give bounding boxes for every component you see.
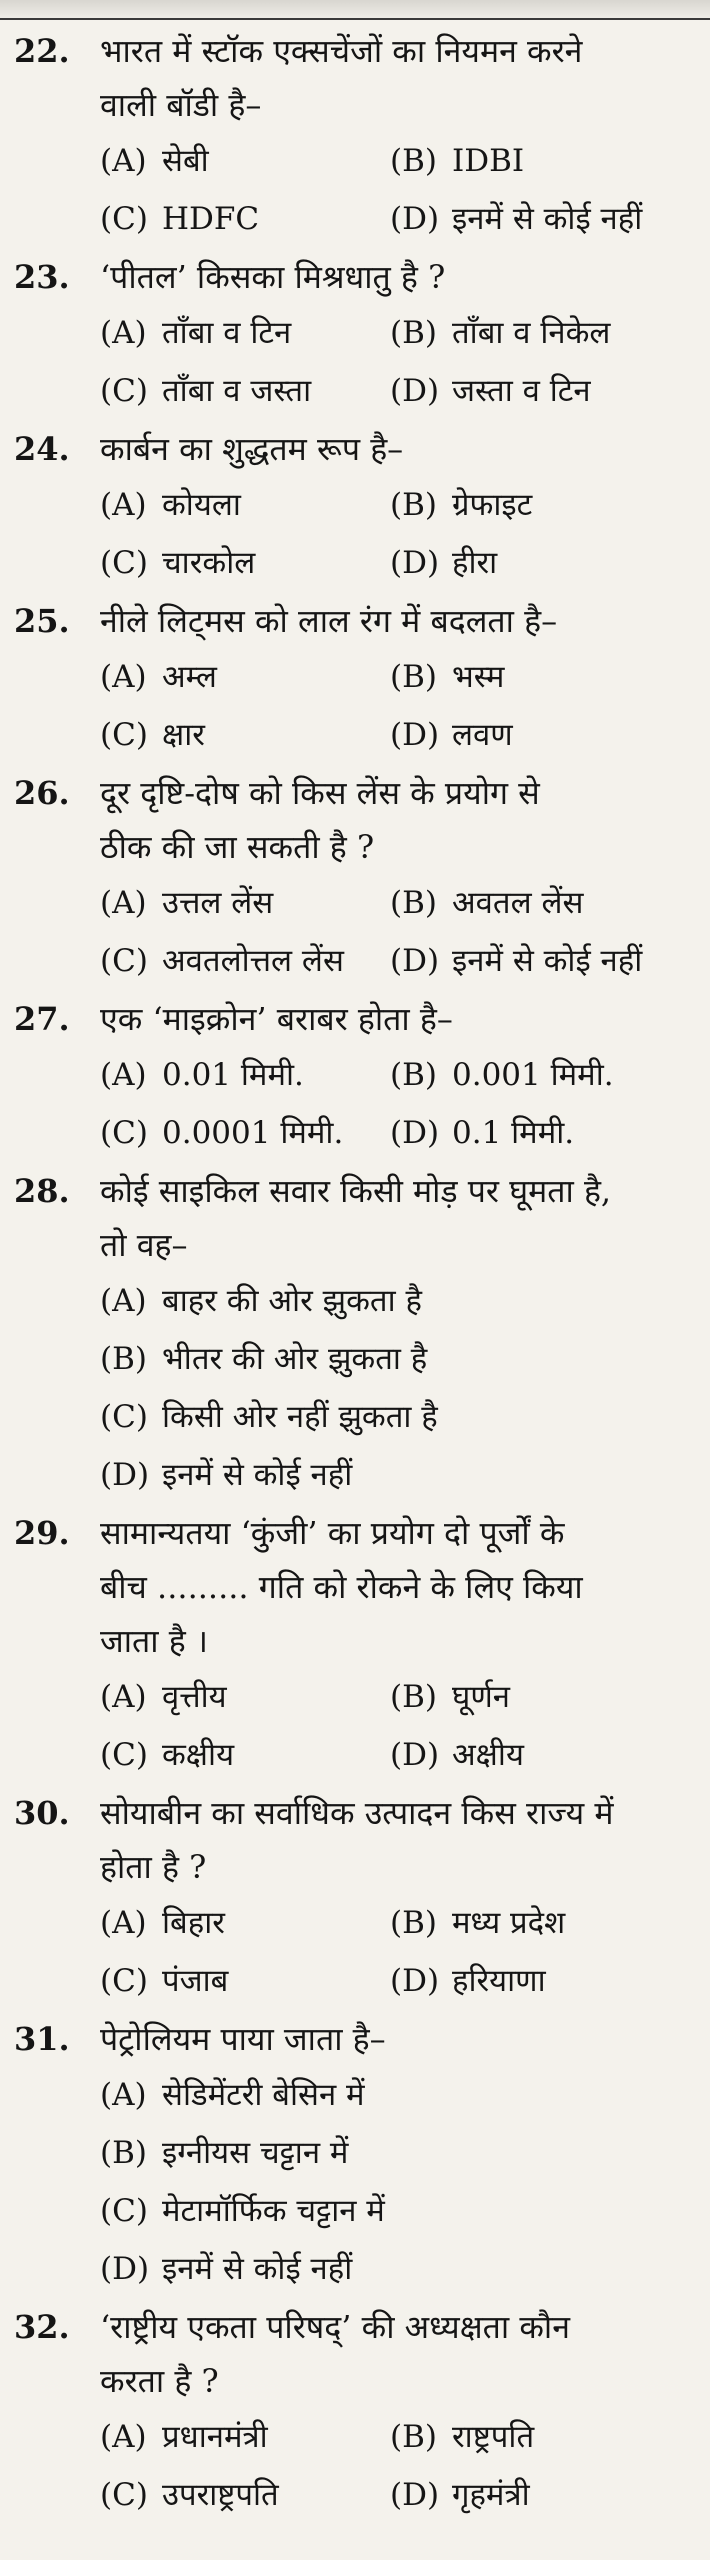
option-text: उत्तल लेंस [162,885,274,921]
question-number: 30. [14,1794,70,1832]
question-block [0,1164,710,1504]
option-letter: (A) [100,1057,147,1093]
question-text: भारत में स्टॉक एक्सचेंजों का नियमन करने [100,32,583,70]
question-number: 24. [14,430,70,468]
question-text-line [0,422,710,476]
option-text: हरियाणा [452,1963,546,1999]
option-letter: (C) [100,717,148,753]
question-text-line [0,24,710,78]
question-number: 28. [14,1172,70,1210]
top-border [0,0,710,20]
options-group [0,1046,710,1162]
option-text: 0.01 मिमी. [162,1057,304,1093]
question-number: 27. [14,1000,70,1038]
option-letter: (D) [390,943,440,979]
question-number: 25. [14,602,70,640]
option-text: भस्म [452,659,505,695]
answer-option [390,1894,710,1952]
question-number: 31. [14,2020,70,2058]
option-text: घूर्णन [452,1679,510,1715]
options-group [0,1894,710,2010]
option-letter: (C) [100,201,148,237]
option-letter: (D) [390,1963,440,1999]
option-text: राष्ट्रपति [452,2419,535,2455]
question-text: सोयाबीन का सर्वाधिक उत्पादन किस राज्य में [100,1794,614,1832]
answer-option [100,1894,390,1952]
answer-option [390,1952,710,2010]
option-letter: (D) [390,1737,440,1773]
question-text-line [0,2354,710,2408]
option-letter: (D) [390,373,440,409]
option-text: भीतर की ओर झुकता है [162,1341,428,1377]
question-text: सामान्यतया ‘कुंजी’ का प्रयोग दो पूर्जों के [100,1514,565,1552]
answer-option [100,2240,710,2298]
option-letter: (A) [100,2077,147,2113]
answer-option [390,932,710,990]
option-text: इनमें से कोई नहीं [162,1457,353,1493]
option-text: 0.001 मिमी. [452,1057,614,1093]
question-number: 22. [14,32,70,70]
question-text: नीले लिट्मस को लाल रंग में बदलता है– [100,602,558,640]
option-letter: (A) [100,659,147,695]
question-block [0,24,710,248]
answer-option [390,648,710,706]
option-text: गृहमंत्री [452,2477,530,2513]
option-text: अवतल लेंस [452,885,584,921]
option-text: इनमें से कोई नहीं [452,201,643,237]
answer-option [100,2466,390,2524]
option-letter: (B) [390,315,437,351]
option-text: मेटामॉर्फिक चट्टान में [162,2193,385,2229]
option-letter: (B) [100,1341,147,1377]
question-text-line [0,992,710,1046]
question-block [0,422,710,592]
option-text: अक्षीय [452,1737,524,1773]
option-letter: (C) [100,943,148,979]
option-letter: (C) [100,373,148,409]
option-text: कोयला [162,487,241,523]
question-text-line [0,78,710,132]
question-text-line [0,766,710,820]
answer-option [390,2466,710,2524]
answer-option [390,190,710,248]
option-text: उपराष्ट्रपति [162,2477,279,2513]
option-text: ग्रेफाइट [452,487,533,523]
option-letter: (A) [100,315,147,351]
question-number: 26. [14,774,70,812]
option-text: चारकोल [162,545,256,581]
option-letter: (B) [390,1057,437,1093]
option-text: इनमें से कोई नहीं [162,2251,353,2287]
option-letter: (C) [100,1737,148,1773]
option-letter: (B) [390,885,437,921]
answer-option [100,1726,390,1784]
option-letter: (A) [100,487,147,523]
question-text: कोई साइकिल सवार किसी मोड़ पर घूमता है, [100,1172,612,1210]
answer-option [100,1272,710,1330]
option-text: इनमें से कोई नहीं [452,943,643,979]
question-text: ‘पीतल’ किसका मिश्रधातु है ? [100,258,446,296]
option-letter: (D) [390,717,440,753]
answer-option [100,1104,390,1162]
answer-option [390,874,710,932]
question-block [0,594,710,764]
question-text-line [0,820,710,874]
option-letter: (A) [100,1679,147,1715]
question-block [0,766,710,990]
question-text-line [0,1164,710,1218]
option-text: कक्षीय [162,1737,235,1773]
option-text: जस्ता व टिन [452,373,591,409]
answer-option [100,1046,390,1104]
option-letter: (A) [100,2419,147,2455]
answer-option [100,190,390,248]
answer-option [390,534,710,592]
answer-option [100,476,390,534]
question-text: ठीक की जा सकती है ? [100,828,375,866]
question-text: करता है ? [100,2362,219,2400]
option-letter: (B) [390,1679,437,1715]
option-letter: (A) [100,885,147,921]
answer-option [100,362,390,420]
answer-option [100,648,390,706]
option-text: प्रधानमंत्री [162,2419,268,2455]
answer-option [390,2408,710,2466]
option-letter: (B) [390,143,437,179]
option-text: अम्ल [162,659,217,695]
answer-option [390,132,710,190]
answer-option [100,2408,390,2466]
question-text-line [0,594,710,648]
question-text: बीच ......... गति को रोकने के लिए किया [100,1568,583,1606]
question-text: ‘राष्ट्रीय एकता परिषद्’ की अध्यक्षता कौन [100,2308,570,2346]
option-letter: (C) [100,1115,148,1151]
option-letter: (C) [100,1963,148,1999]
question-number: 29. [14,1514,70,1552]
options-group [0,304,710,420]
answer-option [390,304,710,362]
answer-option [390,1726,710,1784]
option-letter: (C) [100,2193,148,2229]
question-text: कार्बन का शुद्धतम रूप है– [100,430,404,468]
option-text: लवण [452,717,513,753]
option-letter: (D) [390,545,440,581]
options-group [0,1668,710,1784]
question-text: जाता है । [100,1622,209,1660]
option-letter: (A) [100,1283,147,1319]
question-text-line [0,2300,710,2354]
answer-option [390,476,710,534]
option-letter: (B) [390,659,437,695]
answer-option [100,2182,710,2240]
question-block [0,250,710,420]
option-letter: (C) [100,1399,148,1435]
question-text: तो वह– [100,1226,188,1264]
option-letter: (D) [100,1457,150,1493]
question-block [0,2012,710,2298]
option-text: ताँबा व टिन [162,315,292,351]
option-letter: (A) [100,1905,147,1941]
options-group [0,132,710,248]
question-block [0,992,710,1162]
question-block [0,1506,710,1784]
answer-option [100,1388,710,1446]
answer-option [100,1446,710,1504]
question-text-line [0,1506,710,1560]
options-group [0,1272,710,1504]
option-text: ताँबा व निकेल [452,315,611,351]
options-group [0,648,710,764]
option-letter: (C) [100,2477,148,2513]
option-text: 0.0001 मिमी. [162,1115,344,1151]
option-text: सेबी [162,143,209,179]
question-text-line [0,1614,710,1668]
question-number: 23. [14,258,70,296]
answer-option [390,1668,710,1726]
option-text: वृत्तीय [162,1679,227,1715]
option-text: HDFC [162,201,260,237]
question-text: होता है ? [100,1848,207,1886]
option-letter: (A) [100,143,147,179]
options-group [0,874,710,990]
option-text: ताँबा व जस्ता [162,373,312,409]
option-letter: (B) [390,1905,437,1941]
question-number: 32. [14,2308,70,2346]
option-text: मध्य प्रदेश [452,1905,566,1941]
question-text-line [0,1840,710,1894]
question-text-line [0,1786,710,1840]
option-letter: (D) [390,2477,440,2513]
option-text: क्षार [162,717,205,753]
options-group [0,2408,710,2524]
answer-option [390,706,710,764]
option-letter: (B) [390,487,437,523]
answer-option [100,874,390,932]
option-letter: (D) [100,2251,150,2287]
option-text: 0.1 मिमी. [452,1115,575,1151]
question-text-line [0,2012,710,2066]
answer-option [100,706,390,764]
option-letter: (B) [100,2135,147,2171]
option-letter: (B) [390,2419,437,2455]
question-text-line [0,250,710,304]
answer-option [390,1046,710,1104]
option-text: अवतलोत्तल लेंस [162,943,344,979]
option-letter: (D) [390,201,440,237]
answer-option [100,304,390,362]
answer-option [390,1104,710,1162]
answer-option [100,534,390,592]
question-text: वाली बॉडी है– [100,86,262,124]
answer-option [100,2066,710,2124]
question-text: दूर दृष्टि-दोष को किस लेंस के प्रयोग से [100,774,540,812]
option-text: IDBI [452,143,525,179]
question-block [0,1786,710,2010]
answer-option [390,362,710,420]
option-letter: (C) [100,545,148,581]
option-text: किसी ओर नहीं झुकता है [162,1399,438,1435]
answer-option [100,132,390,190]
answer-option [100,2124,710,2182]
answer-option [100,1952,390,2010]
option-text: पंजाब [162,1963,229,1999]
question-text-line [0,1218,710,1272]
question-block [0,2300,710,2524]
options-group [0,2066,710,2298]
option-letter: (D) [390,1115,440,1151]
option-text: इग्नीयस चट्टान में [162,2135,349,2171]
question-text: पेट्रोलियम पाया जाता है– [100,2020,386,2058]
answer-option [100,1668,390,1726]
question-list [0,24,710,2526]
question-text: एक ‘माइक्रोन’ बराबर होता है– [100,1000,453,1038]
option-text: बाहर की ओर झुकता है [162,1283,422,1319]
options-group [0,476,710,592]
option-text: बिहार [162,1905,225,1941]
answer-option [100,932,390,990]
option-text: हीरा [452,545,498,581]
question-text-line [0,1560,710,1614]
option-text: सेडिमेंटरी बेसिन में [162,2077,365,2113]
answer-option [100,1330,710,1388]
